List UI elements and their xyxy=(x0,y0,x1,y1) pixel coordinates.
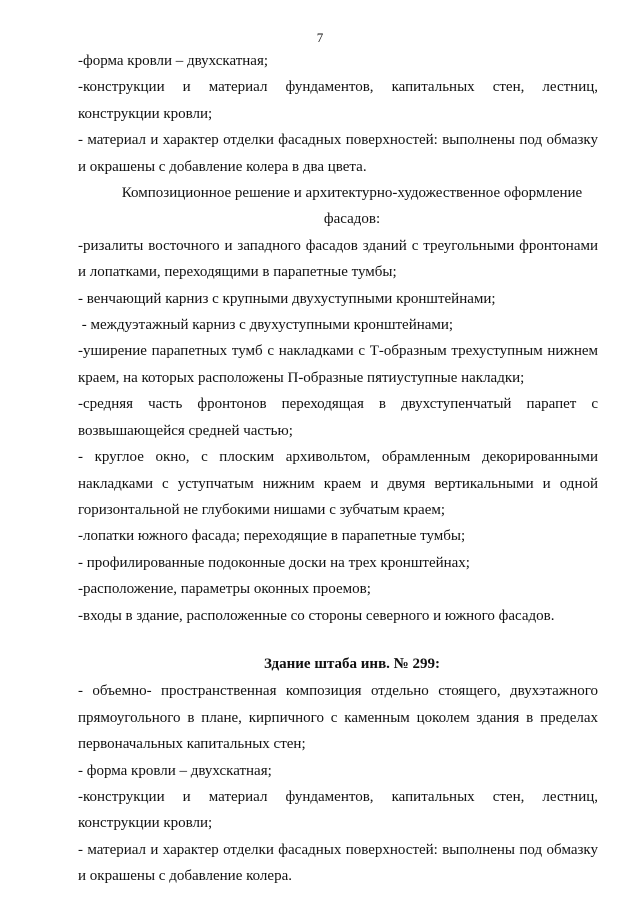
document-body xyxy=(78,48,598,890)
list-item: -входы в здание, расположенные со стороны северного и южного фасадов. xyxy=(78,607,555,624)
constructions-line-cont: конструкции кровли; xyxy=(78,105,213,122)
list-item: конструкции кровли; xyxy=(78,815,213,832)
list-item: - форма кровли – двухскатная; xyxy=(78,762,272,779)
list-item: накладками с уступчатым нижним краем и двумя вертикальными и одной xyxy=(78,475,598,492)
constructions-line: -конструкции и материал фундаментов, капитальных стен, лестниц, xyxy=(78,79,598,96)
page-number: 7 xyxy=(316,30,324,45)
list-item: горизонтальной не глубокими нишами с зубчатым краем; xyxy=(78,501,446,518)
list-item: -конструкции и материал фундаментов, капитальных стен, лестниц, xyxy=(78,788,598,805)
list-item: -уширение парапетных тумб с накладками с Т-образным трехуступным нижнем xyxy=(78,343,598,360)
list-item: - круглое окно, с плоским архивольтом, обрамленным декорированными xyxy=(78,449,598,466)
list-item: - профилированные подоконные доски на трех кронштейнах; xyxy=(78,554,470,571)
list-item: - венчающий карниз с крупными двухуступными кронштейнами; xyxy=(78,290,496,307)
list-item: возвышающейся средней частью; xyxy=(78,422,293,439)
list-item: - объемно- пространственная композиция отдельно стоящего, двухэтажного xyxy=(78,683,598,700)
list-item: - междуэтажный карниз с двухуступными кронштейнами; xyxy=(78,317,454,334)
finishing-line-cont: и окрашены с добавление колера в два цвета. xyxy=(78,158,367,175)
roof-form-line: -форма кровли – двухскатная; xyxy=(78,53,269,69)
list-item: -расположение, параметры оконных проемов; xyxy=(78,581,371,598)
composition-heading-cont: фасадов: xyxy=(323,211,381,228)
list-item: - материал и характер отделки фасадных поверхностей: выполнены под обмазку xyxy=(78,841,598,858)
finishing-line: - материал и характер отделки фасадных поверхностей: выполнены под обмазку xyxy=(78,132,598,149)
list-item: -средняя часть фронтонов переходящая в двухступенчатый парапет с xyxy=(78,396,598,413)
list-item: краем, на которых расположены П-образные пятиуступные накладки; xyxy=(78,369,525,386)
list-item: первоначальных капитальных стен; xyxy=(78,736,306,753)
composition-heading: Композиционное решение и архитектурно-художественное оформление xyxy=(121,185,583,202)
list-item: -ризалиты восточного и западного фасадов зданий с треугольными фронтонами xyxy=(78,237,598,254)
building-heading: Здание штаба инв. № 299: xyxy=(264,655,440,672)
list-item: и окрашены с добавление колера. xyxy=(78,868,292,885)
list-item: и лопатками, переходящими в парапетные тумбы; xyxy=(78,264,397,281)
list-item: -лопатки южного фасада; переходящие в парапетные тумбы; xyxy=(78,528,466,545)
list-item: прямоугольного в плане, кирпичного с каменным цоколем здания в пределах xyxy=(78,709,598,726)
